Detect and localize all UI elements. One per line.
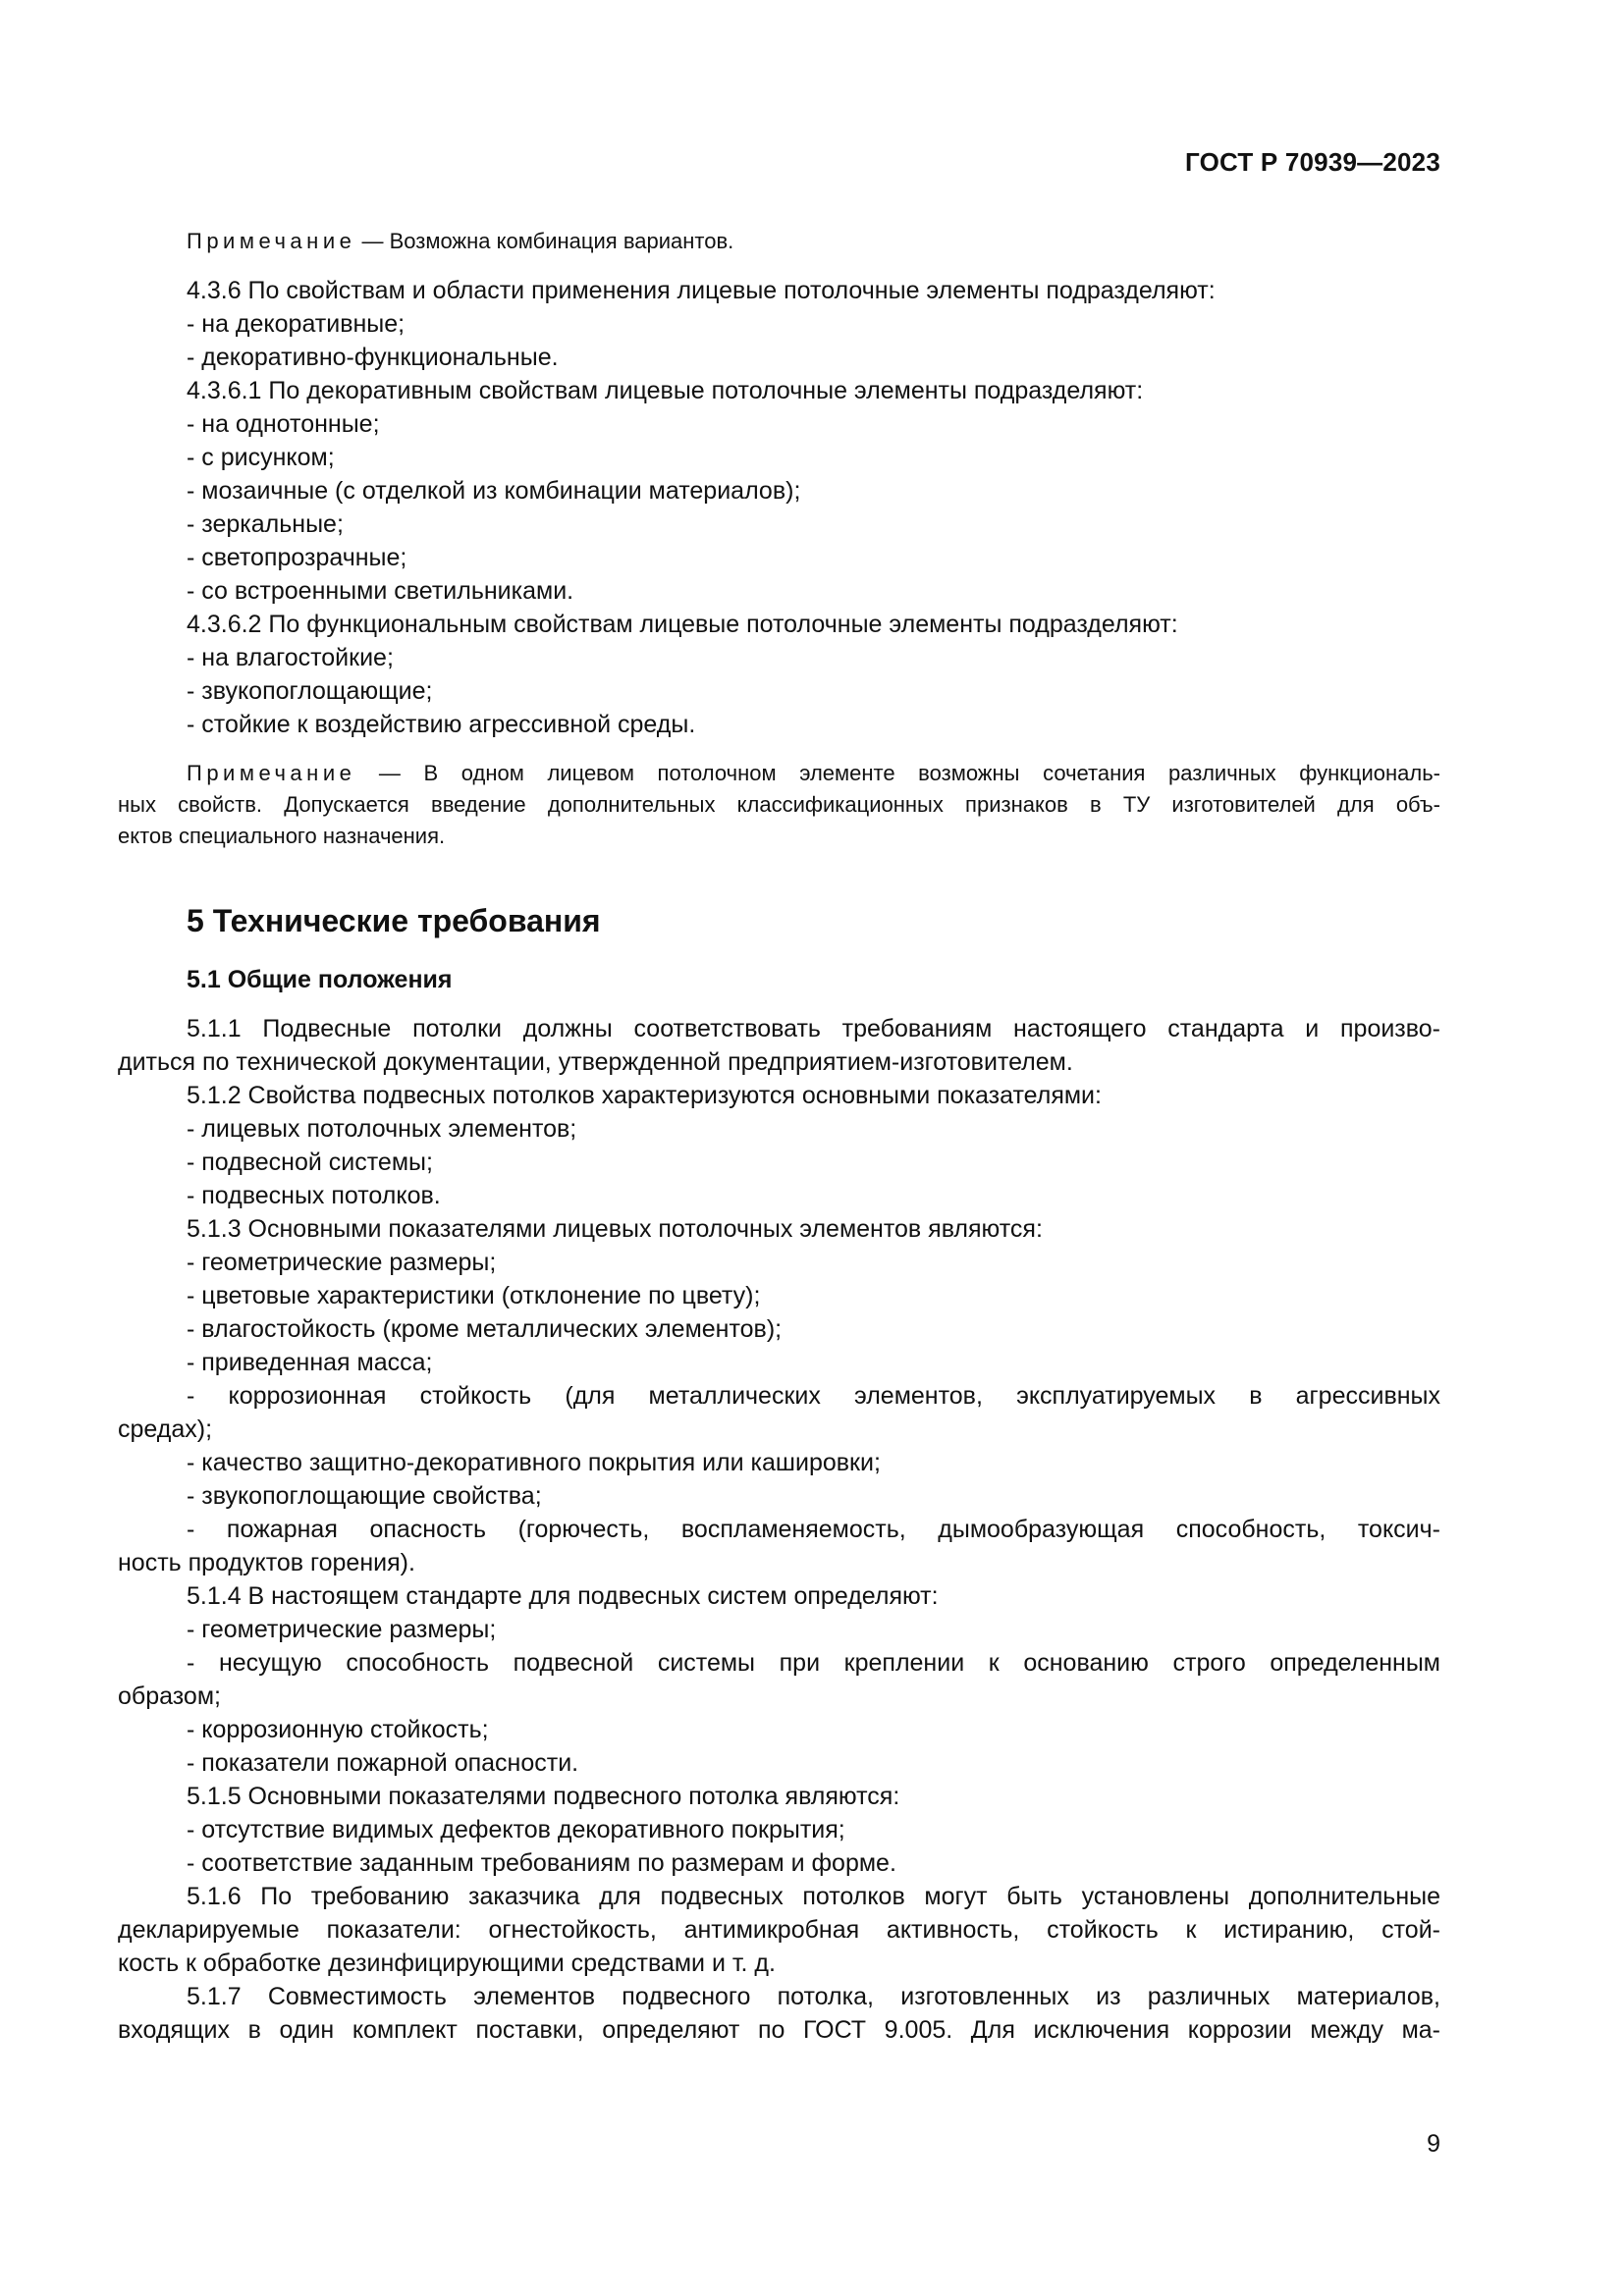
list-item: - геометрические размеры; bbox=[187, 1249, 497, 1276]
list-item-line-1: - пожарная опасность (горючесть, воспламеняемость, дымообразующая способность, токсич- bbox=[187, 1516, 1440, 1543]
paragraph-5-1-2: 5.1.2 Свойства подвесных потолков характеризуются основными показателями: bbox=[187, 1082, 1102, 1109]
list-item: - подвесных потолков. bbox=[187, 1182, 441, 1209]
paragraph-5-1-3: 5.1.3 Основными показателями лицевых потолочных элементов являются: bbox=[187, 1215, 1043, 1243]
paragraph-5-1-1-line-1: 5.1.1 Подвесные потолки должны соответствовать требованиям настоящего стандарта и произво- bbox=[187, 1015, 1440, 1042]
list-item: - с рисунком; bbox=[187, 444, 335, 471]
list-item: - влагостойкость (кроме металлических элементов); bbox=[187, 1315, 783, 1343]
list-item-line-2: ность продуктов горения). bbox=[118, 1549, 415, 1576]
list-item: - качество защитно-декоративного покрытия или кашировки; bbox=[187, 1449, 881, 1476]
paragraph-4-3-6-2: 4.3.6.2 По функциональным свойствам лицевые потолочные элементы подразделяют: bbox=[187, 611, 1178, 638]
list-item: - зеркальные; bbox=[187, 510, 344, 538]
paragraph-5-1-7-line-2: входящих в один комплект поставки, определяют по ГОСТ 9.005. Для исключения коррозии между ма- bbox=[118, 2016, 1440, 2044]
list-item: - на декоративные; bbox=[187, 310, 406, 338]
list-item: - декоративно-функциональные. bbox=[187, 344, 559, 371]
section-title: 5 Технические требования bbox=[187, 903, 601, 938]
note-2-line-1 bbox=[118, 758, 1440, 789]
list-item: - геометрические размеры; bbox=[187, 1616, 497, 1643]
paragraph-5-1-6-line-3: кость к обработке дезинфицирующими средствами и т. д. bbox=[118, 1949, 776, 1977]
list-item-line-2: образом; bbox=[118, 1682, 221, 1710]
list-item: - цветовые характеристики (отклонение по цвету); bbox=[187, 1282, 761, 1309]
paragraph-5-1-7-line-1: 5.1.7 Совместимость элементов подвесного потолка, изготовленных из различных материалов, bbox=[187, 1983, 1440, 2010]
page-number: 9 bbox=[1427, 2130, 1440, 2158]
paragraph-5-1-6-line-2: декларируемые показатели: огнестойкость, антимикробная активность, стойкость к истиранию, стой- bbox=[118, 1916, 1440, 1944]
list-item: - мозаичные (с отделкой из комбинации материалов); bbox=[187, 477, 801, 505]
list-item: - на влагостойкие; bbox=[187, 644, 394, 671]
list-item-line-2: средах); bbox=[118, 1415, 213, 1443]
list-item: - приведенная масса; bbox=[187, 1349, 433, 1376]
list-item: - коррозионную стойкость; bbox=[187, 1716, 489, 1743]
paragraph-4-3-6: 4.3.6 По свойствам и области применения лицевые потолочные элементы подразделяют: bbox=[187, 277, 1216, 304]
list-item: - показатели пожарной опасности. bbox=[187, 1749, 579, 1777]
document-header: ГОСТ Р 70939—2023 bbox=[1185, 147, 1440, 177]
list-item: - звукопоглощающие; bbox=[187, 677, 433, 705]
paragraph-5-1-6-line-1: 5.1.6 По требованию заказчика для подвесных потолков могут быть установлены дополнительные bbox=[187, 1883, 1440, 1910]
list-item: - светопрозрачные; bbox=[187, 544, 407, 571]
list-item: - стойкие к воздействию агрессивной среды. bbox=[187, 711, 696, 738]
list-item: - отсутствие видимых дефектов декоративного покрытия; bbox=[187, 1816, 845, 1843]
list-item: - соответствие заданным требованиям по размерам и форме. bbox=[187, 1849, 896, 1877]
note-text: — В одном лицевом потолочном элементе возможны сочетания различных функциональ- bbox=[355, 761, 1440, 785]
list-item: - звукопоглощающие свойства; bbox=[187, 1482, 542, 1510]
list-item-line-1: - несущую способность подвесной системы при креплении к основанию строго определенным bbox=[187, 1649, 1440, 1677]
note-label: Примечание bbox=[187, 229, 356, 253]
list-item: - со встроенными светильниками. bbox=[187, 577, 574, 605]
list-item-line-1: - коррозионная стойкость (для металлических элементов, эксплуатируемых в агрессивных bbox=[187, 1382, 1440, 1410]
paragraph-4-3-6-1: 4.3.6.1 По декоративным свойствам лицевые потолочные элементы подразделяют: bbox=[187, 377, 1144, 404]
paragraph-5-1-4: 5.1.4 В настоящем стандарте для подвесных систем определяют: bbox=[187, 1582, 939, 1610]
list-item: - на однотонные; bbox=[187, 410, 380, 438]
note-label: Примечание bbox=[187, 761, 356, 785]
note-2-line-2: ных свойств. Допускается введение дополнительных классификационных признаков в ТУ изготовителей для объ- bbox=[118, 792, 1440, 817]
paragraph-5-1-1-line-2: диться по технической документации, утвержденной предприятием-изготовителем. bbox=[118, 1048, 1073, 1076]
list-item: - подвесной системы; bbox=[187, 1148, 433, 1176]
list-item: - лицевых потолочных элементов; bbox=[187, 1115, 577, 1143]
note-text: — Возможна комбинация вариантов. bbox=[355, 229, 734, 253]
paragraph-5-1-5: 5.1.5 Основными показателями подвесного потолка являются: bbox=[187, 1783, 900, 1810]
note-2-line-3: ектов специального назначения. bbox=[118, 824, 446, 848]
note-1 bbox=[118, 226, 1440, 257]
subsection-title: 5.1 Общие положения bbox=[187, 966, 453, 993]
